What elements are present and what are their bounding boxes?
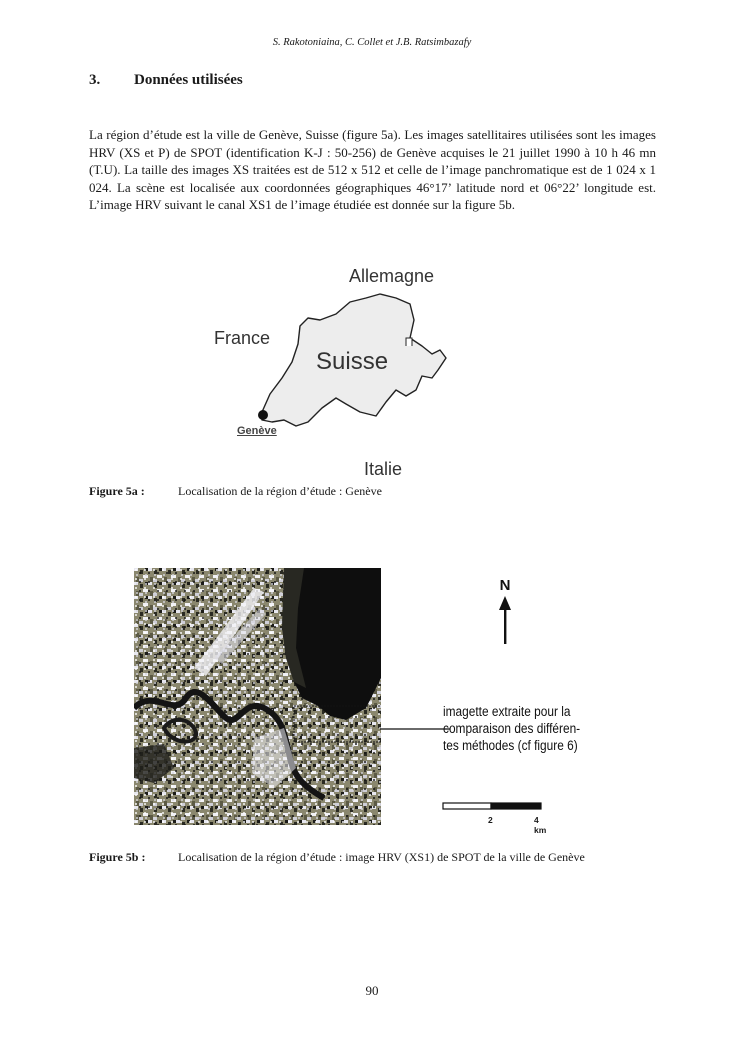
label-geneve: Genève xyxy=(237,425,277,437)
section-title: Données utilisées xyxy=(134,72,243,88)
annotation-line-3: tes méthodes (cf figure 6) xyxy=(443,738,578,753)
caption-5b-sep: : xyxy=(138,850,146,864)
page-number: 90 xyxy=(365,983,379,998)
label-italie: Italie xyxy=(364,459,403,479)
caption-5b-text: Localisation de la région d’étude : image HRV (XS1) de SPOT de la ville de Genève xyxy=(178,850,585,864)
label-france: France xyxy=(214,328,271,348)
label-suisse: Suisse xyxy=(316,348,389,375)
geneve-marker xyxy=(258,410,268,420)
north-label: N xyxy=(499,577,511,594)
annotation-line-2: comparaison des différen- xyxy=(443,721,581,736)
caption-figure-5b xyxy=(89,850,585,865)
extract-annotation xyxy=(443,703,580,754)
caption-5a-sep: : xyxy=(137,484,145,498)
body-paragraph: La région d’étude est la ville de Genève, Suisse (figure 5a). Les images satellitaires utilisées sont les images HRV (XS et P) de SPOT (identification K-J : 50-256) de Genève acquises le 21 juillet 1990 à 10 h 46 mn (T.U). La taille des images XS traitées est de 512 x 512 et celle de l’image panchromatique est de 1 024 x 1 024. La scène est localisée aux coordonnées géographiques 46°17’ latitude nord et 06°22’ longitude est. L’image HRV suivant le canal XS1 de l’image étudiée est donnée sur la figure 5b. xyxy=(89,127,656,213)
running-header: S. Rakotoniaina, C. Collet et J.B. Ratsimbazafy xyxy=(272,37,472,48)
scale-label-4km: 4 km xyxy=(534,815,547,835)
annotation-line-1: imagette extraite pour la xyxy=(443,704,571,719)
leader-line xyxy=(290,690,450,750)
section-heading xyxy=(89,72,243,89)
scale-bar xyxy=(442,800,547,835)
caption-5b-label: Figure 5b xyxy=(89,850,139,864)
section-number: 3. xyxy=(89,72,101,88)
label-allemagne: Allemagne xyxy=(349,266,435,286)
caption-5a-text: Localisation de la région d’étude : Genève xyxy=(178,484,382,498)
north-arrow-icon xyxy=(494,576,516,648)
scale-label-2: 2 xyxy=(488,815,493,825)
scale-bar-graphic xyxy=(442,801,546,813)
caption-5a-label: Figure 5a xyxy=(89,484,138,498)
border-notch xyxy=(406,338,412,346)
caption-figure-5a xyxy=(89,484,382,499)
